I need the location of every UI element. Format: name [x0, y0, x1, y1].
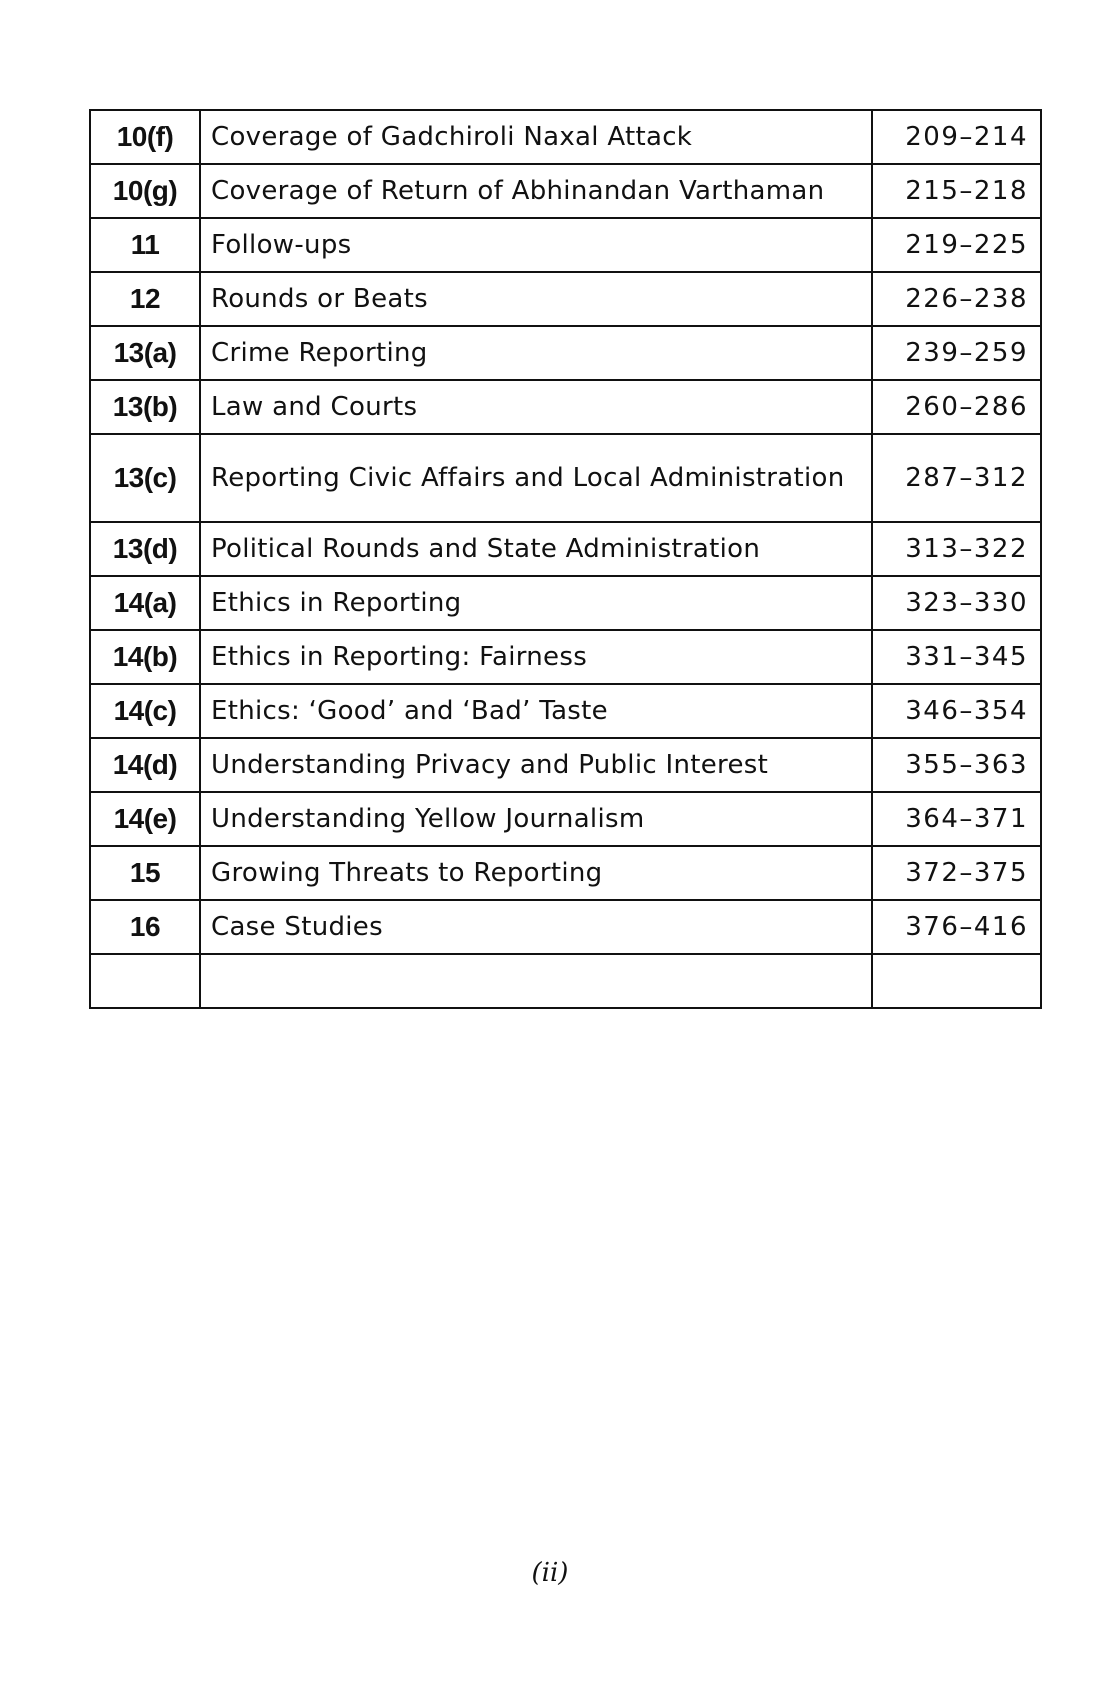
chapter-title: Understanding Privacy and Public Interest — [200, 738, 872, 792]
chapter-title: Political Rounds and State Administration — [200, 522, 872, 576]
page-range: 372–375 — [872, 846, 1041, 900]
chapter-number: 13(b) — [90, 380, 200, 434]
toc-row — [90, 846, 1041, 900]
chapter-number — [90, 954, 200, 1008]
page-range: 323–330 — [872, 576, 1041, 630]
page-range: 313–322 — [872, 522, 1041, 576]
page-range: 364–371 — [872, 792, 1041, 846]
page-range: 355–363 — [872, 738, 1041, 792]
chapter-title: Follow-ups — [200, 218, 872, 272]
page-range: 226–238 — [872, 272, 1041, 326]
page-range: 260–286 — [872, 380, 1041, 434]
chapter-number: 13(a) — [90, 326, 200, 380]
page-range: 219–225 — [872, 218, 1041, 272]
chapter-number: 14(b) — [90, 630, 200, 684]
toc-row — [90, 218, 1041, 272]
chapter-number: 13(d) — [90, 522, 200, 576]
toc-row — [90, 576, 1041, 630]
toc-row — [90, 900, 1041, 954]
page-range: 239–259 — [872, 326, 1041, 380]
toc-row — [90, 434, 1041, 522]
chapter-number: 11 — [90, 218, 200, 272]
toc-row — [90, 522, 1041, 576]
page-range: 346–354 — [872, 684, 1041, 738]
chapter-number: 14(a) — [90, 576, 200, 630]
page-number: (ii) — [531, 1558, 569, 1588]
page-range: 215–218 — [872, 164, 1041, 218]
chapter-number: 10(g) — [90, 164, 200, 218]
toc-row — [90, 272, 1041, 326]
chapter-title: Coverage of Return of Abhinandan Varthaman — [200, 164, 872, 218]
chapter-number: 12 — [90, 272, 200, 326]
toc-row — [90, 630, 1041, 684]
chapter-number: 14(e) — [90, 792, 200, 846]
table-of-contents — [89, 109, 1042, 1009]
chapter-number: 16 — [90, 900, 200, 954]
chapter-title: Growing Threats to Reporting — [200, 846, 872, 900]
toc-row — [90, 110, 1041, 164]
toc-row — [90, 738, 1041, 792]
chapter-title — [200, 954, 872, 1008]
toc-row — [90, 684, 1041, 738]
chapter-title: Ethics in Reporting: Fairness — [200, 630, 872, 684]
page-range: 287–312 — [872, 434, 1041, 522]
chapter-title: Reporting Civic Affairs and Local Administration — [200, 434, 872, 522]
toc-row — [90, 792, 1041, 846]
toc-row — [90, 326, 1041, 380]
chapter-number: 14(d) — [90, 738, 200, 792]
toc-row-empty — [90, 954, 1041, 1008]
page-range: 331–345 — [872, 630, 1041, 684]
page-range — [872, 954, 1041, 1008]
chapter-title: Understanding Yellow Journalism — [200, 792, 872, 846]
chapter-title: Rounds or Beats — [200, 272, 872, 326]
chapter-number: 13(c) — [90, 434, 200, 522]
chapter-title: Ethics in Reporting — [200, 576, 872, 630]
page-range: 209–214 — [872, 110, 1041, 164]
toc-row — [90, 164, 1041, 218]
chapter-title: Case Studies — [200, 900, 872, 954]
chapter-title: Coverage of Gadchiroli Naxal Attack — [200, 110, 872, 164]
chapter-title: Crime Reporting — [200, 326, 872, 380]
chapter-number: 10(f) — [90, 110, 200, 164]
chapter-number: 14(c) — [90, 684, 200, 738]
toc-row — [90, 380, 1041, 434]
page-range: 376–416 — [872, 900, 1041, 954]
chapter-title: Law and Courts — [200, 380, 872, 434]
chapter-title: Ethics: ‘Good’ and ‘Bad’ Taste — [200, 684, 872, 738]
chapter-number: 15 — [90, 846, 200, 900]
